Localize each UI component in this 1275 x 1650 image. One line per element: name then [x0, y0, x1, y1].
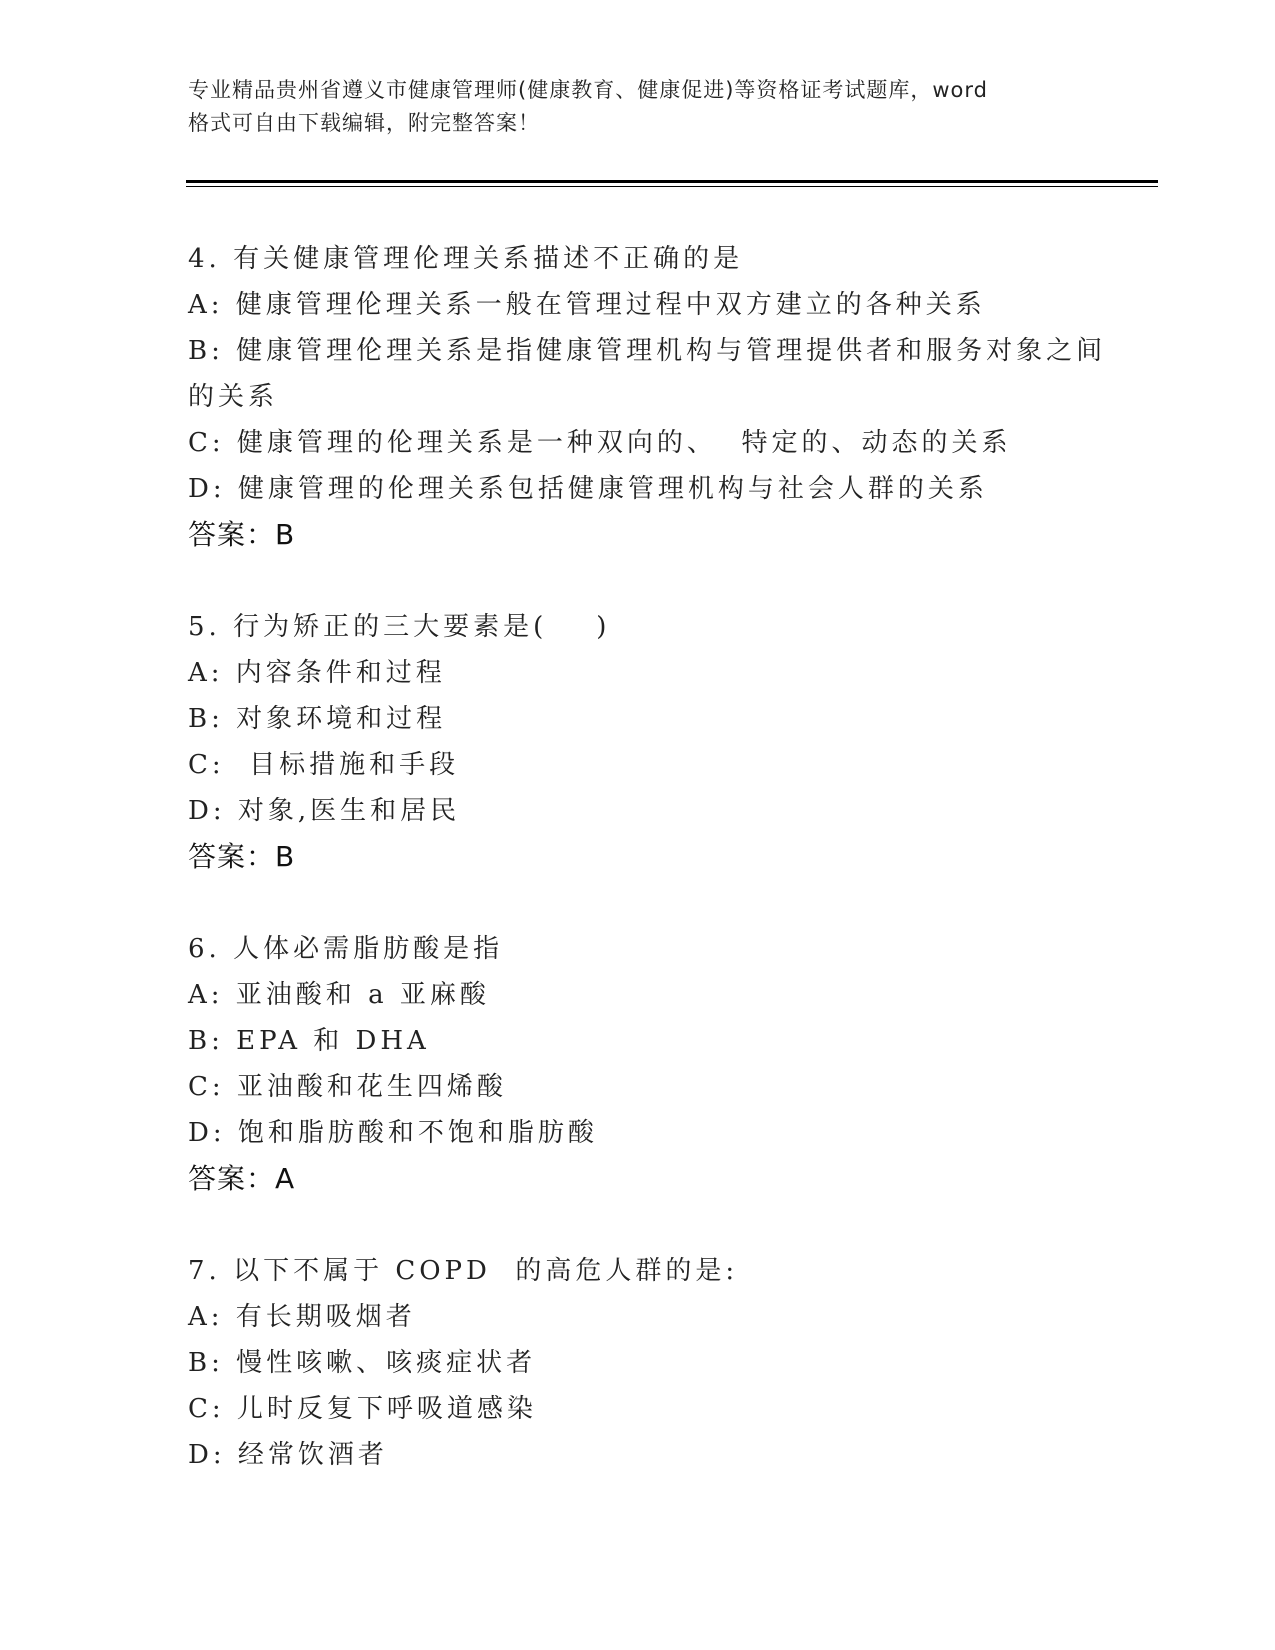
header-divider-thick — [186, 180, 1158, 183]
option-c: C: 健康管理的伦理关系是一种双向的、 特定的、动态的关系 — [188, 428, 1012, 458]
question-7 — [188, 1248, 1108, 1478]
answer-label: 答案：A — [188, 1162, 296, 1195]
answer-label: 答案：B — [188, 840, 296, 873]
header-line-2: 格式可自由下载编辑，附完整答案！ — [188, 111, 540, 135]
option-b: B: 慢性咳嗽、咳痰症状者 — [188, 1348, 537, 1378]
question-6 — [188, 926, 1108, 1202]
option-a: A: 亚油酸和 a 亚麻酸 — [188, 980, 490, 1010]
header-divider-thin — [186, 186, 1158, 187]
option-c: C: 儿时反复下呼吸道感染 — [188, 1394, 537, 1424]
option-a: A: 有长期吸烟者 — [188, 1302, 416, 1332]
document-header — [188, 74, 1088, 140]
option-b: B: EPA 和 DHA — [188, 1026, 430, 1056]
header-line-1: 专业精品贵州省遵义市健康管理师(健康教育、健康促进)等资格证考试题库，word — [188, 78, 989, 102]
question-stem: 5. 行为矫正的三大要素是( ) — [188, 612, 611, 642]
question-stem: 6. 人体必需脂肪酸是指 — [188, 934, 504, 964]
option-c: C: 亚油酸和花生四烯酸 — [188, 1072, 507, 1102]
question-stem: 7. 以下不属于 COPD 的高危人群的是: — [188, 1256, 739, 1286]
option-a: A: 内容条件和过程 — [188, 658, 446, 688]
question-list — [188, 236, 1108, 1524]
option-d: D: 对象,医生和居民 — [188, 796, 461, 826]
option-c: C: 目标措施和手段 — [188, 750, 460, 780]
answer-label: 答案：B — [188, 518, 296, 551]
option-d: D: 健康管理的伦理关系包括健康管理机构与社会人群的关系 — [188, 474, 988, 504]
question-4 — [188, 236, 1108, 558]
option-b: B: 健康管理伦理关系是指健康管理机构与管理提供者和服务对象之间的关系 — [188, 336, 1107, 412]
option-d: D: 经常饮酒者 — [188, 1440, 388, 1470]
question-stem: 4. 有关健康管理伦理关系描述不正确的是 — [188, 244, 744, 274]
option-d: D: 饱和脂肪酸和不饱和脂肪酸 — [188, 1118, 598, 1148]
option-a: A: 健康管理伦理关系一般在管理过程中双方建立的各种关系 — [188, 290, 986, 320]
option-b: B: 对象环境和过程 — [188, 704, 447, 734]
question-5 — [188, 604, 1108, 880]
